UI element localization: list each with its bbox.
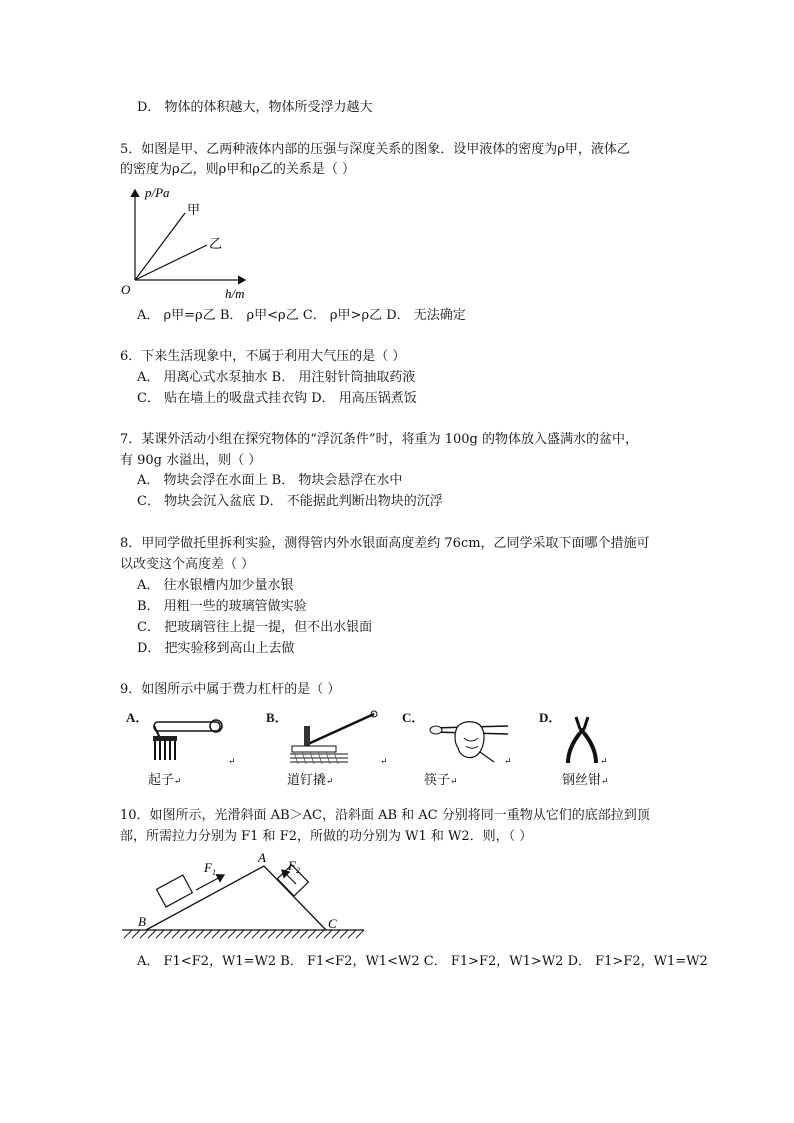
q9-stem: 9．如图所示中属于费力杠杆的是（ ）: [120, 682, 341, 697]
line-jia-label: 甲: [187, 202, 201, 217]
bottle-opener-image: [148, 714, 230, 764]
f1-label: $F_1$: [204, 860, 216, 877]
q8-option-d: D． 把实验移到高山上去做: [137, 641, 295, 656]
q9-label-c: C．: [402, 710, 425, 725]
crowbar-image: [288, 708, 378, 766]
line-yi-label: 乙: [209, 236, 223, 251]
return-mark: ↵: [228, 757, 236, 767]
return-mark: ↵: [504, 757, 512, 767]
f2-label: $F_2$: [288, 858, 300, 875]
q9-label-d: D．: [539, 710, 562, 725]
q8-option-a: A． 往水银槽内加少量水银: [137, 578, 294, 593]
q7-stem-line1: 7．某课外活动小组在探究物体的“浮沉条件”时，将重为 100g 的物体放入盛满水的盆中，: [120, 432, 638, 447]
q6-options-row1: A． 用离心式水泵抽水 B． 用注射针筒抽取药液: [137, 370, 416, 385]
point-b-label: B: [138, 914, 146, 929]
q9-label-a: A．: [126, 710, 149, 725]
q7-options-row2: C． 物块会沉入盆底 D． 不能据此判断出物块的沉浮: [137, 494, 443, 509]
point-a-label: A: [258, 850, 266, 865]
q9-caption-a: 起子↵: [148, 773, 182, 788]
q4-option-d: D． 物体的体积越大，物体所受浮力越大: [137, 100, 373, 115]
return-mark: ↵: [600, 757, 608, 767]
return-mark: ↵: [380, 757, 388, 767]
q8-stem-line1: 8．甲同学做托里拆利实验，测得管内外水银面高度差约 76cm，乙同学采取下面哪个措施可: [120, 536, 650, 551]
q10-stem-line1: 10．如图所示，光滑斜面 AB＞AC，沿斜面 AB 和 AC 分别将同一重物从它们的底部拉到顶: [120, 808, 650, 823]
point-c-label: C: [328, 916, 337, 931]
pliers-image: [562, 713, 602, 765]
x-axis-label: h/m: [225, 286, 245, 301]
q8-stem-line2: 以改变这个高度差（ ）: [120, 557, 255, 572]
q6-stem: 6．下来生活现象中，不属于利用大气压的是（ ）: [120, 349, 406, 364]
q9-label-b: B．: [266, 710, 288, 725]
force-f1-arrow: [196, 875, 224, 890]
q6-options-row2: C． 贴在墙上的吸盘式挂衣钩 D． 用高压锅煮饭: [137, 391, 417, 406]
q5-options: A． ρ甲=ρ乙 B． ρ甲<ρ乙 C． ρ甲>ρ乙 D． 无法确定: [137, 308, 466, 323]
q9-caption-b: 道钉撬↵: [287, 773, 334, 788]
q5-stem-line1: 5．如图是甲、乙两种液体内部的压强与深度关系的图象．设甲液体的密度为ρ甲，液体乙: [120, 142, 630, 157]
box-on-ab: [156, 875, 192, 907]
pressure-depth-graph: [115, 180, 265, 305]
q7-options-row1: A． 物块会浮在水面上 B． 物块会悬浮在水中: [137, 473, 403, 488]
line-yi: [135, 245, 207, 280]
origin-label: O: [121, 282, 131, 297]
q5-stem-line2: 的密度为ρ乙，则ρ甲和ρ乙的关系是（ ）: [120, 162, 356, 177]
q8-option-c: C． 把玻璃管往上提一提，但不出水银面: [137, 620, 373, 635]
q9-caption-c: 筷子↵: [424, 773, 458, 788]
q7-stem-line2: 有 90g 水溢出，则（ ）: [120, 453, 262, 468]
q8-option-b: B． 用粗一些的玻璃管做实验: [137, 599, 307, 614]
q9-caption-d: 钢丝钳↵: [562, 773, 609, 788]
q10-options: A． F1<F2，W1=W2 B． F1<F2，W1<W2 C． F1>F2，W1>W2 D． F1>F2，W1=W2: [137, 954, 708, 969]
chopsticks-image: [424, 716, 514, 764]
ground-hatch: [124, 930, 364, 938]
line-jia: [135, 213, 185, 280]
incline-diagram: [118, 846, 368, 942]
y-axis-label: p/Pa: [145, 185, 170, 200]
q10-stem-line2: 部，所需拉力分别为 F1 和 F2，所做的功分别为 W1 和 W2．则，（ ）: [120, 829, 533, 844]
